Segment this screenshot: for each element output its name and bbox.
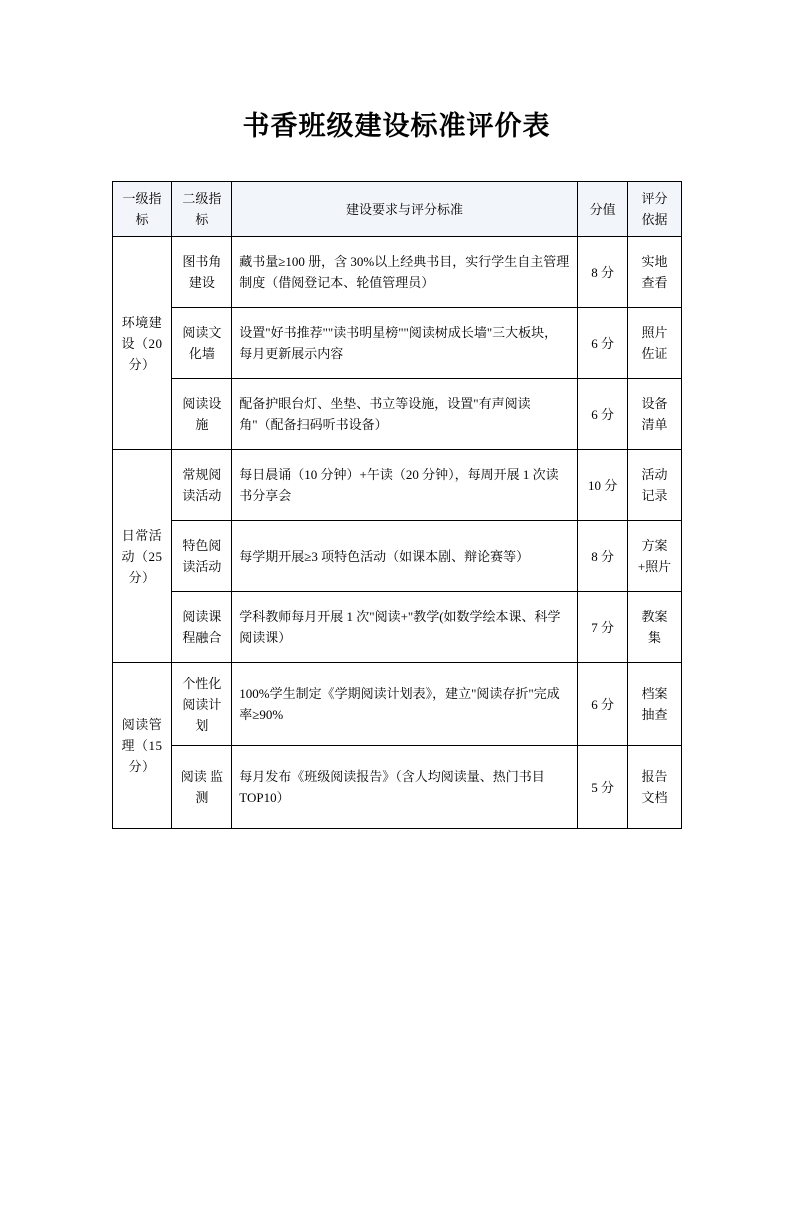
column-header-level1: 一级指标 [112,182,172,237]
table-header-row [112,182,681,237]
requirement-text: 每日晨诵（10 分钟）+午读（20 分钟），每周开展 1 次读书分享会 [232,450,578,521]
basis-text: 方案+照片 [628,521,681,592]
basis-text: 教案集 [628,592,681,663]
score-value: 6 分 [577,379,628,450]
score-value: 10 分 [577,450,628,521]
score-value: 6 分 [577,308,628,379]
requirement-text: 100%学生制定《学期阅读计划表》，建立"阅读存折"完成率≥90% [232,663,578,746]
requirement-text: 配备护眼台灯、坐垫、书立等设施，设置"有声阅读角"（配备扫码听书设备） [232,379,578,450]
score-value: 8 分 [577,237,628,308]
score-value: 8 分 [577,521,628,592]
level2-indicator: 阅读设施 [172,379,232,450]
column-header-basis: 评分依据 [628,182,681,237]
level2-indicator: 特色阅读活动 [172,521,232,592]
table-row [112,521,681,592]
column-header-level2: 二级指标 [172,182,232,237]
level2-indicator: 常规阅读活动 [172,450,232,521]
basis-text: 活动记录 [628,450,681,521]
page-title: 书香班级建设标准评价表 [242,111,551,141]
level2-indicator: 阅读文化墙 [172,308,232,379]
table-row [112,237,681,308]
basis-text: 报告文档 [628,746,681,829]
table-row [112,308,681,379]
level2-indicator: 阅读 监测 [172,746,232,829]
table-header [112,182,681,237]
requirement-text: 学科教师每月开展 1 次"阅读+"教学(如数学绘本课、科学阅读课） [232,592,578,663]
basis-text: 照片佐证 [628,308,681,379]
table-row [112,746,681,829]
column-header-score: 分值 [577,182,628,237]
evaluation-table [112,181,682,829]
document-page [0,104,793,1226]
requirement-text: 每月发布《班级阅读报告》（含人均阅读量、热门书目 TOP10） [232,746,578,829]
level2-indicator: 个性化阅读计划 [172,663,232,746]
table-body [112,237,681,829]
requirement-text: 设置"好书推荐""读书明星榜""阅读树成长墙"三大板块，每月更新展示内容 [232,308,578,379]
score-value: 6 分 [577,663,628,746]
table-row [112,663,681,746]
table-row [112,450,681,521]
level1-indicator: 阅读管理（15分） [112,663,172,829]
score-value: 7 分 [577,592,628,663]
level1-indicator: 环境建设（20分） [112,237,172,450]
table-row [112,379,681,450]
basis-text: 实地查看 [628,237,681,308]
level2-indicator: 阅读课程融合 [172,592,232,663]
level2-indicator: 图书角建设 [172,237,232,308]
basis-text: 档案抽查 [628,663,681,746]
column-header-requirement: 建设要求与评分标准 [232,182,578,237]
score-value: 5 分 [577,746,628,829]
table-row [112,592,681,663]
requirement-text: 藏书量≥100 册，含 30%以上经典书目，实行学生自主管理制度（借阅登记本、轮值管理员） [232,237,578,308]
basis-text: 设备清单 [628,379,681,450]
level1-indicator: 日常活动（25分） [112,450,172,663]
requirement-text: 每学期开展≥3 项特色活动（如课本剧、辩论赛等） [232,521,578,592]
